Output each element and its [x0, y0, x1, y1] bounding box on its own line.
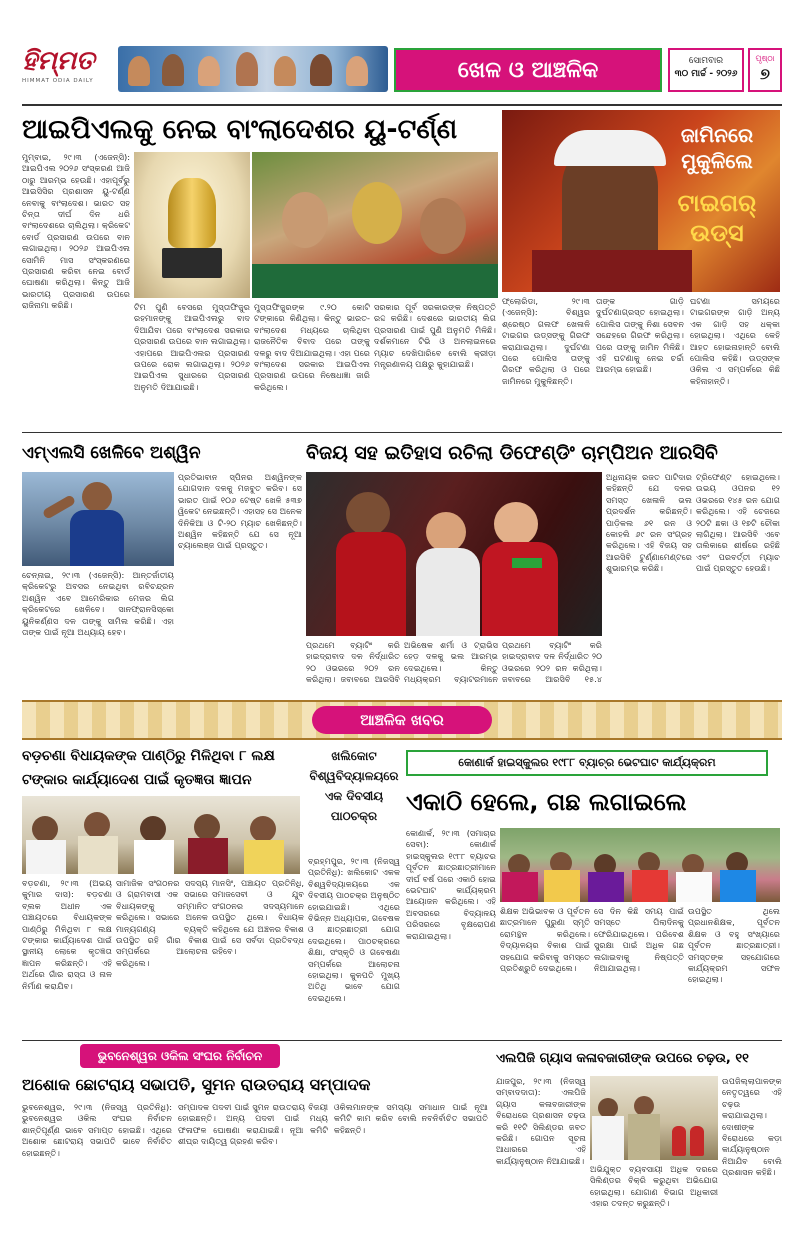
story4-col4: ଅଧିନାୟକ ରଜତ ପାଟିଦାର କହିଛନ୍ତି ଯେ ଦଳର ସମସ୍ତ ଖେଳାଳି ଭଲ ପ୍ରଦର୍ଶନ କରିଛନ୍ତି। ପାଡ଼ିକଲ ୬୧ ରନ ଓ କୋହଲି ୬୯ ରନ ସଂଗ୍ରହ କରିଥିଲେ। ଏହି ବିଜୟ ସହ ଆରସିବି ଟୁର୍ଣ୍ଣାମେଣ୍ଟରେ ଶୁଭାରମ୍ଭ କରିଛି।	[606, 472, 692, 574]
story1-col2: ଟିମ ପୁଣି ବେସରେ ମୁସ୍ତାଫିଜୁର ରହମାନଙ୍କୁ ଆଇପିଏଲରୁ ବାଦ ଦିଆଯିବା ପରେ ବାଂଲାଦେଶ ସରକାର ପ୍ରସାରଣ ଉପରେ ବାନ ଲଗାଇଥିଲା। ଏହାପରେ ଆଇପିଏଲର ପ୍ରସାରଣ ଉପରେ ରୋକ ଲଗାଇଥିଲା। ୨୦୨୬ ଆଇପିଏଲ ସୁଧାରରେ ପ୍ରସାରଣ ଅନୁମତି ଦିଆଯାଇଛି।	[134, 302, 250, 392]
story6-headline	[308, 746, 400, 852]
ashwin-photo	[22, 472, 174, 566]
day-label: ସୋମବାର	[688, 56, 724, 66]
story6-headline-line1: ଖଲିକୋଟ	[331, 749, 377, 763]
page-number: ୭	[760, 64, 770, 83]
regional-banner-text: ଆଞ୍ଚଳିକ ଖବର	[360, 711, 444, 729]
story3-col2: ପ୍ରତିଭାବାନ ସ୍ପିନର ଅଶ୍ୱିନଙ୍କ ଯୋଗଦାନ ଦଳକୁ ମଜବୁତ କରିବ। ସେ ଭାରତ ପାଇଁ ୧୦୬ ଟେଷ୍ଟ ଖେଳି ୫୩୭ ୱିକେଟ ନେଇଛନ୍ତି। ଏହାସହ ସେ ଅନେକ ଦିନିକିଆ ଓ ଟି-୨୦ ମ୍ୟାଚ ଖେଳିଛନ୍ତି। ଅଶ୍ୱିନ କହିଛନ୍ତି ଯେ ସେ ନୂଆ ଚ୍ୟାଲେଞ୍ଜ ପାଇଁ ପ୍ରସ୍ତୁତ।	[178, 472, 302, 551]
tiger-title-line1: ଜାମିନରେ	[680, 123, 754, 147]
story7-tag-box	[406, 750, 768, 776]
story6-headline-line3: ଏକ ଦିବସୀୟ	[324, 789, 384, 803]
badachana-meeting-photo	[22, 796, 300, 874]
story6-col1: ବ୍ରହ୍ମପୁର, ୨୯।୩ (ନିଜସ୍ୱ ପ୍ରତିନିଧି): ଖଲିକୋଟ ଏକକ ବିଶ୍ୱବିଦ୍ୟାଳୟରେ ଏକ ଦିବସୀୟ ପାଠଚକ୍ର ଅନୁଷ୍ଠିତ ହୋଇଯାଇଛି। ଏଥିରେ ବିଭିନ୍ନ ଅଧ୍ୟାପକ, ଗବେଷକ ଓ ଛାତ୍ରଛାତ୍ରୀ ଯୋଗ ଦେଇଥିଲେ। ପାଠଚକ୍ରରେ ଶିକ୍ଷା, ସଂସ୍କୃତି ଓ ଗବେଷଣା ସମ୍ପର୍କରେ ଆଲୋଚନା ହୋଇଥିଲା। କୁଳପତି ମୁଖ୍ୟ ଅତିଥି ଭାବେ ଯୋଗ ଦେଇଥିଲେ।	[308, 856, 400, 1003]
story6-headline-line4: ପାଠଚକ୍ର	[330, 809, 378, 823]
story2-col3: ଘଟଣା ସମୟରେ ଟାଇଗରଙ୍କ ଗାଡ଼ି ଅନ୍ୟ ଏକ ଗାଡ଼ି ସହ ଧକ୍କା ହୋଇଥିଲା। ଏଥିରେ କେହି ଆହତ ହୋଇନାହାନ୍ତି ବୋଲି ପୋଲିସ କହିଛି। ଉଡ୍ସଙ୍କ ଓକିଲ ଏ ସମ୍ପର୍କରେ କିଛି କହିନାହାନ୍ତି।	[690, 296, 780, 386]
tiger-title-line2: ମୁକୁଳିଲେ	[681, 149, 753, 173]
story5-headline-line2: ଟଙ୍କାର କାର୍ଯ୍ୟାଦେଶ ପାଇଁ କୃତଜ୍ଞତା ଜ୍ଞାପନ	[22, 772, 252, 788]
date-box	[668, 48, 744, 92]
masthead-divider	[22, 104, 782, 106]
story4-headline: ବିଜୟ ସହ ଇତିହାସ ରଚିଲା ଡିଫେଣ୍ଡିଂ ଚାମ୍ପିଅନ ଆରସିବି	[306, 442, 718, 464]
konark-reunion-photo	[500, 828, 780, 902]
divider-2	[22, 1040, 782, 1041]
date-label: ୩୦ ମାର୍ଚ୍ଚ - ୨୦୨୬	[674, 69, 738, 79]
fans-celebrating-photo	[252, 152, 498, 298]
masthead-players-photo	[118, 46, 388, 92]
regional-banner	[312, 706, 492, 734]
story2-col1: ଫ୍ଲୋରିଡା, ୨୯।୩ (ଏଜେନ୍ସି): ବିଶ୍ୱର ଶ୍ରେଷ୍ଠ ଗଲଫ ଖେଳାଳି ଟାଇଗର ଉଡ୍ସଙ୍କୁ ଗିରଫ କରାଯାଇଥିଲା। ଦୁର୍ଘଟଣା ପରେ ପୋଲିସ ତାଙ୍କୁ ଗିରଫ କରିଥିଲା ଓ ପରେ ଜାମିନରେ ମୁକୁଳିଛନ୍ତି।	[502, 296, 590, 386]
story8-headline: ଅଶୋକ ଛୋଟରାୟ ସଭାପତି, ସୁମନ ରାଉତରାୟ ସମ୍ପାଦକ	[22, 1075, 371, 1094]
story3-col1: ଚେନ୍ନାଇ, ୨୯।୩ (ଏଜେନ୍ସି): ଆନ୍ତର୍ଜାତୀୟ କ୍ରିକେଟରୁ ଅବସର ନେଇଥିବା ରବିଚନ୍ଦ୍ରନ ଅଶ୍ୱିନ ଏବେ ଆମେରିକାର ମେଜର ଲିଗ କ୍ରିକେଟରେ ଖେଳିବେ। ସାନଫ୍ରାନସିସ୍କୋ ୟୁନିକର୍ଣ୍ଣସ ଦଳ ତାଙ୍କୁ ସାମିଲ କରିଛି। ଏହା ତାଙ୍କ ପାଇଁ ନୂଆ ଅଧ୍ୟାୟ ହେବ।	[22, 570, 174, 638]
story6-headline-line2: ବିଶ୍ୱବିଦ୍ୟାଳୟରେ	[309, 769, 399, 783]
logo-text: ହିମ୍ମତ	[22, 46, 95, 76]
divider-1	[22, 432, 782, 433]
section-title-box	[394, 48, 662, 92]
story9-col3: ଉପଜିଲ୍ଲାପାଳଙ୍କ ନେତୃତ୍ୱରେ ଏହି ଚଢ଼ଉ କରାଯାଇଥିଲା। ଦୋଷୀଙ୍କ ବିରୋଧରେ କଡ଼ା କାର୍ଯ୍ୟାନୁଷ୍ଠାନ ନିଆଯିବ ବୋଲି ପ୍ରଶାସନ କହିଛି।	[722, 1076, 782, 1178]
story5-col3: ମାନସିଂ, ପଞ୍ଚାୟତ ପ୍ରତିନିଧି, ସମାଜସେବୀ ଓ ଯୁବ ସଂଗଠନର ସଦସ୍ୟମାନେ ଉପସ୍ଥିତ ଥିଲେ। ବିଧାୟକ କହିଥିଲେ ଯେ ଅଞ୍ଚଳର ବିକାଶ ପାଇଁ ସେ ସର୍ବଦା ପ୍ରତିବଦ୍ଧ ରହିବେ।	[212, 878, 304, 957]
tiger-woods-photo	[502, 110, 780, 292]
ipl-trophy-photo	[134, 152, 250, 298]
masthead	[22, 40, 782, 102]
story8-col2: ସମ୍ପାଦକ ପଦବୀ ପାଇଁ ସୁମନ ରାଉତରାୟ ବିଜୟୀ ହୋଇଛନ୍ତି। ଅନ୍ୟ ପଦବୀ ପାଇଁ ମଧ୍ୟ ଫଳାଫଳ ଘୋଷଣା କରାଯାଇଛି। ନୂଆ କମିଟି ଶୀଘ୍ର ଦାୟିତ୍ୱ ଗ୍ରହଣ କରିବ।	[178, 1102, 328, 1147]
page-label: ପୃଷ୍ଠା	[755, 54, 775, 63]
story5-col1: ବଡ଼ଚଣା, ୨୯।୩ (ଅଭୟ କୁମାର ଦାସ): ବଡ଼ଚଣା ବ୍ଲକ ଅଧୀନ ଏକ ପଞ୍ଚାୟତରେ ବିଧାୟକଙ୍କ ପାଣ୍ଠିରୁ ମିଳିଥିବା ୮ ଲକ୍ଷ ଟଙ୍କାର କାର୍ଯ୍ୟାଦେଶ ପାଇଁ ସ୍ଥାନୀୟ ଲୋକେ କୃତଜ୍ଞତା ଜ୍ଞାପନ କରିଛନ୍ତି। ଏହି ଅର୍ଥରେ ଗାଁର ରାସ୍ତା ଓ ନାଳ ନିର୍ମାଣ କରାଯିବ।	[22, 878, 112, 991]
story7-headline: ଏକାଠି ହେଲେ, ଗଛ ଲଗାଇଲେ	[406, 788, 687, 816]
tiger-name-line2: ଉଡ୍ସ	[690, 219, 744, 247]
story8-banner	[80, 1044, 280, 1068]
story4-col3b: ପ୍ରଥମେ ବ୍ୟାଟିଂ କରି ହାଇଦ୍ରାବାଦ ଦଳ ନିର୍ଦ୍ଧାରିତ ୨୦ ଓଭରରେ ୨୦୨ ରନ କରିଥିଲା। ଜବାବରେ ଆରସିବି ୧୫.୪	[502, 640, 602, 685]
story7-col1-text: କୋଣାର୍କ, ୨୯।୩ (ସମାଚାର ସେବା): କୋଣାର୍କ ହାଇସ୍କୁଲର ୧୯୮୮ ବ୍ୟାଚର ପୂର୍ବତନ ଛାତ୍ରଛାତ୍ରୀମାନେ ଦୀର୍ଘ ବର୍ଷ ପରେ ଏକାଠି ହୋଇ ଭେଟଘାଟ କାର୍ଯ୍ୟକ୍ରମ ଆୟୋଜନ କରିଥିଲେ। ଏହି ଅବସରରେ ବିଦ୍ୟାଳୟ ପରିସରରେ ବୃକ୍ଷରୋପଣ କରାଯାଇଥିଲା।	[406, 828, 496, 941]
story9-col1: ଯାଜପୁର, ୨୯।୩ (ନିଜସ୍ୱ ସମ୍ବାଦଦାତା): ଏଲପିଜି ଗ୍ୟାସ କଳାବଜାରୀଙ୍କ ବିରୋଧରେ ପ୍ରଶାସନ ଚଢ଼ଉ କରି ୧୧ଟି ସିଲିଣ୍ଡର ଜବତ କରିଛି। ଗୋପନ ସୂଚନା ଆଧାରରେ ଏହି କାର୍ଯ୍ୟାନୁଷ୍ଠାନ ନିଆଯାଇଛି।	[496, 1076, 586, 1166]
story7-col2: ଶିକ୍ଷକ ଅଭିଭାବକ ଓ ପୂର୍ବତନ ଛାତ୍ରମାନେ ପୁରୁଣା ସ୍ମୃତି ରୋମନ୍ଥନ କରିଥିଲେ। ବିଦ୍ୟାଳୟର ବିକାଶ ପାଇଁ ସହଯୋଗ କରିବାକୁ ସମସ୍ତେ ପ୍ରତିଶ୍ରୁତି ଦେଇଥିଲେ।	[500, 906, 590, 974]
story8-col1: ଭୁବନେଶ୍ୱର, ୨୯।୩ (ନିଜସ୍ୱ ପ୍ରତିନିଧି): ଭୁବନେଶ୍ୱର ଓକିଲ ସଂଘର ନିର୍ବାଚନ ଶାନ୍ତିପୂର୍ଣ୍ଣ ଭାବେ ସମାପ୍ତ ହୋଇଛି। ଏଥିରେ ଅଶୋକ ଛୋଟରାୟ ସଭାପତି ଭାବେ ନିର୍ବାଚିତ ହୋଇଛନ୍ତି।	[22, 1102, 172, 1158]
story1-col3: ମୁସ୍ତାଫିଜୁରଙ୍କ ୯.୨୦ କୋଟି ଟଙ୍କାରେ କିଣିଥିଲା। କିନ୍ତୁ ଭାରତ-ବାଂଲାଦେଶ ମଧ୍ୟରେ ଚାଲିଥିବା ରାଜନୈତିକ ବିବାଦ ପରେ ତାଙ୍କୁ ଦଳରୁ ବାଦ ଦିଆଯାଇଥିଲା। ଏହା ପରେ ବାଂଲାଦେଶ ସରକାର ଆଇପିଏଲ ପ୍ରସାରଣ ଉପରେ ନିଷେଧାଜ୍ଞା ଜାରି କରିଥିଲେ।	[254, 302, 370, 392]
story7-col4: ଉପସ୍ଥିତ ଥିଲେ ପ୍ରଧାନଶିକ୍ଷକ, ପୂର୍ବତନ ଶିକ୍ଷକ ଓ ବହୁ ସଂଖ୍ୟାରେ ପୂର୍ବତନ ଛାତ୍ରଛାତ୍ରୀ। ସମସ୍ତଙ୍କ ସହଯୋଗରେ କାର୍ଯ୍ୟକ୍ରମ ସଫଳ ହୋଇଥିଲା।	[688, 906, 780, 985]
story4-col2: ପ୍ରଥମେ ବ୍ୟାଟିଂ କରି ହାଇଦ୍ରାବାଦ ଦଳ ନିର୍ଦ୍ଧାରିତ ୨୦ ଓଭରରେ ୨୦୨ ରନ କରିଥିଲା। ଜବାବରେ ଆରସିବି	[306, 640, 400, 685]
lpg-raid-photo	[590, 1076, 718, 1160]
story5-headline-line1: ବଡ଼ଚଣା ବିଧାୟକଙ୍କ ପାଣ୍ଠିରୁ ମିଳିଥିବା ୮ ଲକ୍ଷ	[22, 748, 275, 764]
story1-headline: ଆଇପିଏଲକୁ ନେଇ ବାଂଲାଦେଶର ୟୁ-ଟର୍ଣ୍ଣ	[22, 114, 458, 145]
story2-col2: ତାଙ୍କ ଗାଡ଼ି ଦୁର୍ଘଟଣାଗ୍ରସ୍ତ ହୋଇଥିଲା। ପୋଲିସ ତାଙ୍କୁ ନିଶା ସେବନ ସନ୍ଦେହରେ ଗିରଫ କରିଥିଲା। ପରେ ତାଙ୍କୁ ଜାମିନ ମିଳିଛି। ଏହି ଘଟଣାକୁ ନେଇ ଚର୍ଚ୍ଚା ଆରମ୍ଭ ହୋଇଛି।	[596, 296, 684, 375]
story9-col2: ଅଭିଯୁକ୍ତ ବ୍ୟବସାୟୀ ଅଧିକ ଦରରେ ସିଲିଣ୍ଡର ବିକ୍ରି କରୁଥିବା ଅଭିଯୋଗ ହୋଇଥିଲା। ଯୋଗାଣ ବିଭାଗ ଅଧିକାରୀ ଏହାର ତଦନ୍ତ କରୁଛନ୍ତି।	[590, 1164, 718, 1209]
story8-col3: ଓକିଲମାନଙ୍କ ସମସ୍ୟା ସମାଧାନ ପାଇଁ ନୂଆ କମିଟି କାମ କରିବ ବୋଲି ନବନିର୍ବାଚିତ ସଭାପତି କହିଛନ୍ତି।	[334, 1102, 488, 1135]
story8-banner-text: ଭୁବନେଶ୍ୱର ଓକିଲ ସଂଘର ନିର୍ବାଚନ	[97, 1048, 263, 1063]
section-title: ଖେଳ ଓ ଆଞ୍ଚଳିକ	[457, 57, 599, 83]
logo	[22, 44, 112, 94]
page-number-box	[748, 48, 782, 92]
story4-col5: ଟ୍ରିଫେଣ୍ଟ ହୋଇଥିଲେ। ଉଭୟ ଓପନର ୧୨ ଓଭରରେ ୧୪୫ ରନ ଯୋଗ କରିଥିଲେ। ଏହି ଚେଜରେ ୨୦ଟି ଛକା ଓ ୧୭ଟି ଚୌକା ଲାଗିଥିଲା। ଆରସିବି ଏବେ ତାଲିକାରେ ଶୀର୍ଷରେ ରହିଛି ଏବଂ ପରବର୍ତ୍ତୀ ମ୍ୟାଚ ପାଇଁ ପ୍ରସ୍ତୁତ ହେଉଛି।	[696, 472, 780, 574]
story7-tag: କୋଣାର୍କ ହାଇସ୍କୁଲର ୧୯୮୮ ବ୍ୟାଚ୍‌ର ଭେଟଘାଟ କାର୍ଯ୍ୟକ୍ରମ	[458, 756, 716, 769]
story1-col4: ସରକାର ପୂର୍ବ ସରକାରଙ୍କ ନିଷ୍ପତ୍ତି ରଦ୍ଦ କରିଛି। ଦେଶରେ ଭାରତୀୟ ଲିଗ ପ୍ରସାରଣ ପାଇଁ ପୁଣି ଅନୁମତି ମିଳିଛି। ଦର୍ଶକମାନେ ଟିଭି ଓ ଅନଲାଇନରେ ମ୍ୟାଚ ଦେଖିପାରିବେ ବୋଲି କ୍ରୀଡ଼ା ମନ୍ତ୍ରଣାଳୟ ପକ୍ଷରୁ କୁହାଯାଇଛି।	[374, 302, 496, 370]
story1-col1: ମୁମ୍ବାଇ, ୨୯।୩ (ଏଜେନ୍ସି): ଆଇପିଏଲ ୨୦୨୬ ସଂସ୍କରଣ ଆଜି ଠାରୁ ଆରମ୍ଭ ହେଉଛି। ଏହାପୂର୍ବରୁ ଆଇସିସିର ପ୍ରଶାସନ ୟୁ-ଟର୍ଣ୍ଣ ନେବାକୁ ବାଂଲାଦେଶ। ଭାରତ ସହ ଚିନ୍ତା ଦୀର୍ଘ ଦିନ ଧରି ବାଂଲାଦେଶରେ ଚାଲିଥିଲା। କ୍ରିକେଟ ବୋର୍ଡ ପ୍ରସାରଣ ଉପରେ ବାନ ଲଗାଇଥିଲା। ୨୦୨୬ ଆଇପିଏଲ ସୋମିନି ମାସ ସଂସ୍କରଣରେ ପ୍ରସାରଣ କରିବା ନେଇ ବୋର୍ଡ ଘୋଷଣା କରିଥିଲା। କିନ୍ତୁ ଆଜି ଭାରତୀୟ ପ୍ରସାରଣ ଉପରେ ରାଜିନାମା କରିଛି।	[22, 152, 130, 311]
story4-col3: ଅଭିଷେକ ଶର୍ମା ଓ ଟ୍ରାଭିସ ହେଡ଼ ଦଳକୁ ଭଲ ଆରମ୍ଭ ଦେଇଥିଲେ। କିନ୍ତୁ ମଧ୍ୟକ୍ରମ ବ୍ୟାଟରମାନେ	[404, 640, 498, 685]
story3-headline: ଏମ୍ଏଲସି ଖେଳିବେ ଅଶ୍ୱିନ	[22, 443, 201, 463]
tiger-name-line1: ଟାଇଗର୍	[677, 189, 757, 217]
story9-headline: ଏଲପିଜି ଗ୍ୟାସ କଳାବଜାରୀଙ୍କ ଉପରେ ଚଢ଼ଉ, ୧୧	[496, 1051, 749, 1066]
story5-col2: ସାମାଜିକ ସଂଗଠନର ସଦସ୍ୟ ଓ ଗ୍ରାମବାସୀ ଏକ ସଭାରେ ବିଧାୟକଙ୍କୁ ସମ୍ମାନିତ କରିଥିଲେ। ସଭାରେ ଅନେକ ମାନ୍ୟଗଣ୍ୟ ବ୍ୟକ୍ତି ଉପସ୍ଥିତ ରହି ଗାଁର ବିକାଶ ସମ୍ପର୍କରେ ଆଲୋଚନା କରିଥିଲେ।	[116, 878, 208, 968]
story7-col3: ସେ ଦିନ କିଛି ସମୟ ପାଇଁ ସମସ୍ତେ ପିଲାଦିନକୁ ଫେରିଯାଇଥିଲେ। ପରିବେଶ ସୁରକ୍ଷା ପାଇଁ ଅଧିକ ଗଛ ଲଗାଇବାକୁ ନିଷ୍ପତ୍ତି ନିଆଯାଇଥିଲା।	[594, 906, 684, 974]
rcb-celebration-photo	[306, 472, 602, 636]
logo-subtitle: HIMMAT ODIA DAILY	[22, 78, 94, 84]
